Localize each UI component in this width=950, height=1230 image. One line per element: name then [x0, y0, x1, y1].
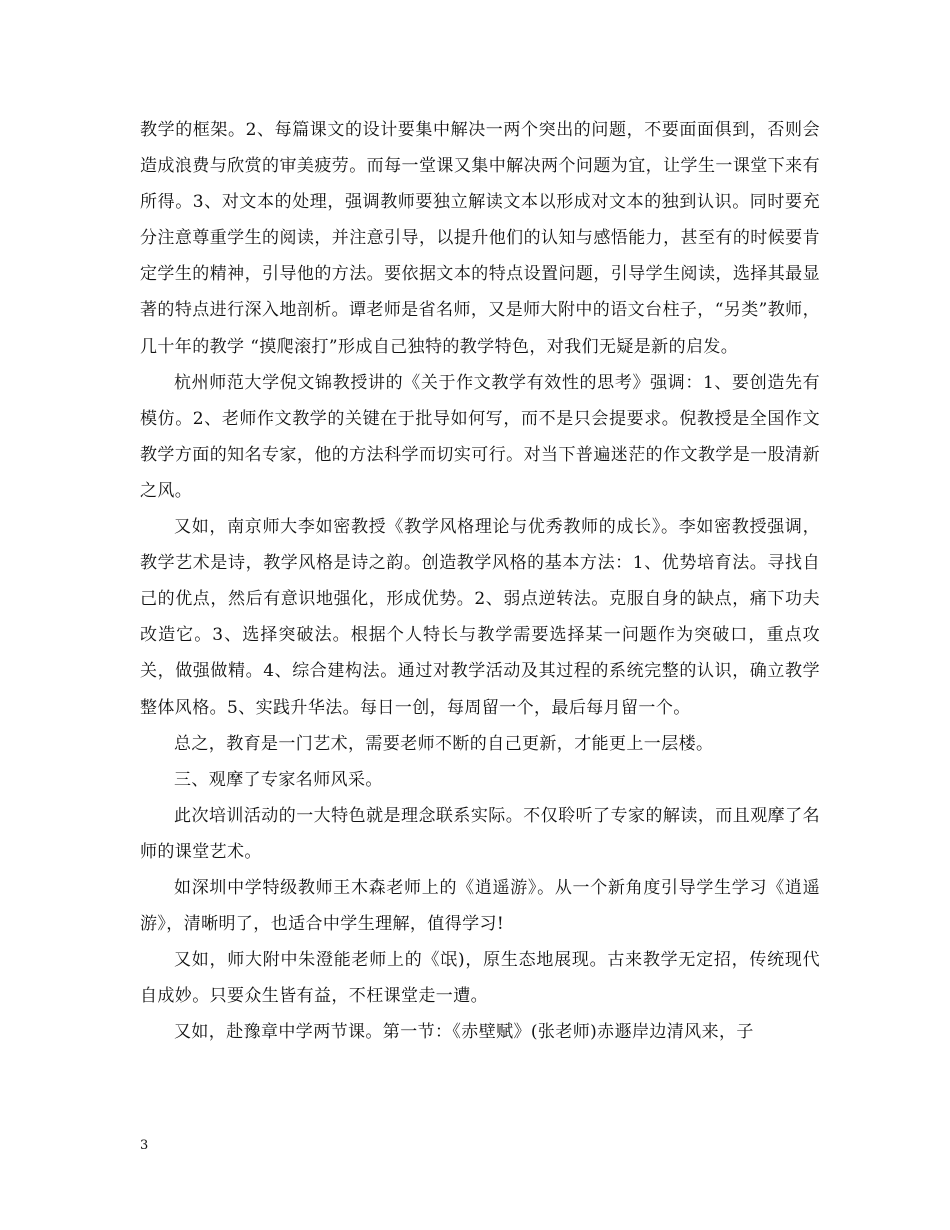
paragraph-li-rumi: 又如，南京师大李如密教授《教学风格理论与优秀教师的成长》。李如密教授强调，教学艺术是诗，教学风格是诗之韵。创造教学风格的基本方法：1、优势培育法。寻找自己的优点，然后有意识地强化，形成优势。2、弱点逆转法。克服自身的缺点，痛下功夫改造它。3、选择突破法。根据个人特长与教学需要选择某一问题作为突破口，重点攻关，做强做精。4、综合建构法。通过对教学活动及其过程的系统完整的认识，确立教学整体风格。5、实践升华法。每日一创，每周留一个，最后每月留一个。: [140, 517, 820, 718]
paragraph-chibifu: 又如，赴豫章中学两节课。第一节：《赤壁赋》(张老师)赤遯岸边清风来，子: [174, 1022, 754, 1043]
paragraph-training-feature: 此次培训活动的一大特色就是理念联系实际。不仅聆听了专家的解读，而且观摩了名师的课堂艺术。: [140, 805, 820, 862]
section-heading-3: 三、观摩了专家名师风采。: [174, 769, 383, 790]
paragraph-continuation: 教学的框架。2、每篇课文的设计要集中解决一两个突出的问题，不要面面俱到，否则会造成浪费与欣赏的审美疲劳。而每一堂课又集中解决两个问题为宜，让学生一课堂下来有所得。3、对文本的处理，强调教师要独立解读文本以形成对文本的独到认识。同时要充分注意尊重学生的阅读，并注意引导，以提升他们的认知与感悟能力，甚至有的时候要肯定学生的精神，引导他的方法。要依据文本的特点设置问题，引导学生阅读，选择其最显著的特点进行深入地剖析。谭老师是省名师，又是师大附中的语文台柱子，“另类”教师，几十年的教学 “摸爬滚打”形成自己独特的教学特色，对我们无疑是新的启发。: [140, 120, 820, 357]
paragraph-ni-wenjin: 杭州师范大学倪文锦教授讲的《关于作文教学有效性的思考》强调：1、要创造先有模仿。2、老师作文教学的关键在于批导如何写，而不是只会提要求。倪教授是全国作文教学方面的知名专家，他的方法科学而切实可行。对当下普遍迷茫的作文教学是一股清新之风。: [140, 372, 820, 501]
document-body: [140, 112, 820, 1050]
paragraph-summary: 总之，教育是一门艺术，需要老师不断的自己更新，才能更上一层楼。: [174, 733, 714, 754]
paragraph-xiaoyaoyou: 如深圳中学特级教师王木森老师上的《逍遥游》。从一个新角度引导学生学习《逍遥游》，清晰明了，也适合中学生理解，值得学习!: [140, 877, 820, 935]
paragraph-meng: 又如，师大附中朱澄能老师上的《氓)，原生态地展现。古来教学无定招，传统现代自成妙。只要众生皆有益，不枉课堂走一遭。: [140, 950, 820, 1007]
page-number: 3: [140, 1138, 149, 1153]
